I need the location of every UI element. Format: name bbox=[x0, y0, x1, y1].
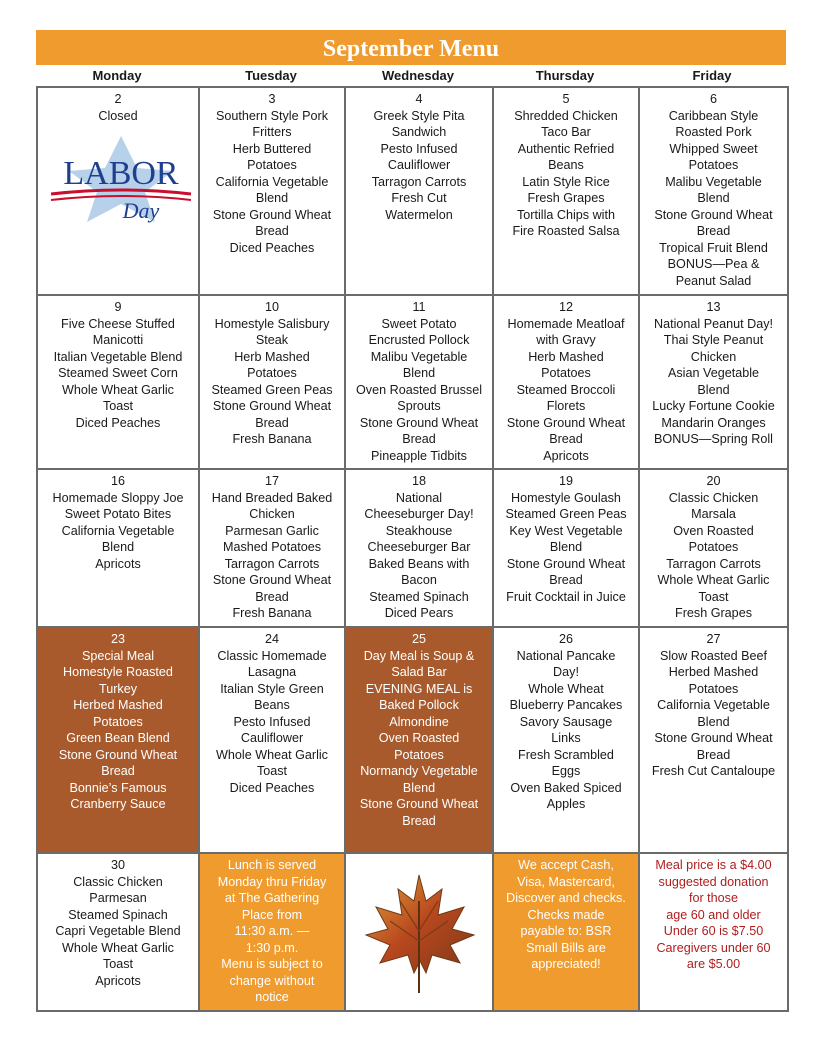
menu-item: Greek Style Pita Sandwich bbox=[373, 108, 465, 139]
day-cell bbox=[493, 469, 639, 627]
menu-item: Stone Ground Wheat Bread bbox=[212, 399, 332, 430]
day-thursday: Thursday bbox=[535, 68, 595, 83]
menu-item: Fresh Banana bbox=[232, 606, 312, 620]
menu-item: Diced Peaches bbox=[229, 780, 315, 795]
menu-item: Tortilla Chips with Fire Roasted Salsa bbox=[512, 207, 620, 238]
day-number: 11 bbox=[412, 300, 426, 314]
day-number: 3 bbox=[268, 92, 276, 106]
day-cell bbox=[639, 627, 788, 853]
day-friday: Friday bbox=[692, 68, 732, 83]
menu-item: Homestyle Roasted Turkey bbox=[63, 665, 173, 696]
menu-item: Classic Chicken Parmesan bbox=[73, 874, 163, 905]
menu-item: Apricots bbox=[543, 448, 589, 463]
menu-item: Malibu Vegetable Blend bbox=[665, 174, 762, 205]
menu-item: Pineapple Tidbits bbox=[371, 448, 467, 463]
menu-item: Fresh Grapes bbox=[527, 191, 605, 205]
day-cell bbox=[493, 295, 639, 469]
day-cell bbox=[639, 87, 788, 295]
menu-item: Homestyle Salisbury Steak bbox=[214, 316, 330, 347]
menu-item: Whole Wheat Garlic Toast bbox=[216, 747, 328, 778]
menu-item: Fresh Cut Cantaloupe bbox=[651, 764, 776, 778]
menu-item: Malibu Vegetable Blend bbox=[370, 349, 468, 380]
menu-item: Fresh Scrambled Eggs bbox=[518, 747, 614, 778]
payment-info-cell bbox=[493, 853, 639, 1011]
menu-item: Tropical Fruit Blend bbox=[659, 240, 768, 255]
menu-item: Sweet Potato Bites bbox=[64, 507, 172, 521]
menu-item: Steakhouse Cheeseburger Bar bbox=[367, 523, 471, 554]
menu-item: Herb Buttered Potatoes bbox=[232, 141, 312, 172]
menu-item: Stone Ground Wheat Bread bbox=[359, 415, 479, 446]
day-number: 5 bbox=[562, 92, 570, 106]
week-row bbox=[37, 627, 788, 853]
day-number: 23 bbox=[110, 632, 125, 646]
day-number: 25 bbox=[411, 632, 426, 646]
day-monday: Monday bbox=[92, 68, 142, 83]
leaf-cell bbox=[345, 853, 493, 1011]
info-text: Under 60 is $7.50 Caregivers under 60 are $5.00 bbox=[656, 924, 771, 971]
menu-item: Oven Roasted Brussel Sprouts bbox=[356, 382, 482, 413]
day-number: 2 bbox=[114, 92, 122, 106]
info-text: We accept Cash, Visa, Mastercard, Discover and checks. Checks made payable to: BSR bbox=[506, 858, 626, 938]
menu-item: Stone Ground Wheat Bread bbox=[654, 731, 773, 762]
weekday-header bbox=[36, 66, 786, 86]
day-number: 26 bbox=[558, 632, 573, 646]
menu-item: Steamed Green Peas bbox=[211, 382, 333, 397]
menu-item: Herbed Mashed Potatoes bbox=[73, 698, 163, 729]
menu-item: Hand Breaded Baked Chicken bbox=[211, 490, 333, 521]
menu-item: Whole Wheat Garlic Toast bbox=[62, 382, 174, 413]
menu-item: Tarragon Carrots bbox=[666, 556, 761, 571]
menu-item: National Peanut Day! bbox=[653, 316, 773, 331]
menu-item: Stone Ground Wheat Bread bbox=[506, 415, 626, 446]
price-info-cell bbox=[639, 853, 788, 1011]
menu-item: Stone Ground Wheat Bread bbox=[58, 747, 178, 778]
menu-item: Whipped Sweet Potatoes bbox=[669, 141, 758, 172]
menu-item: Steamed Broccoli Florets bbox=[516, 382, 616, 413]
week-row bbox=[37, 87, 788, 295]
day-cell bbox=[199, 295, 345, 469]
menu-item: Steamed Spinach bbox=[369, 589, 469, 604]
menu-item: BONUS—Pea & Peanut Salad bbox=[667, 257, 760, 288]
day-number: 10 bbox=[264, 300, 279, 314]
day-wednesday: Wednesday bbox=[381, 68, 454, 83]
menu-item: Stone Ground Wheat Bread bbox=[212, 573, 332, 604]
day-number: 12 bbox=[558, 300, 573, 314]
menu-item: Capri Vegetable Blend bbox=[55, 924, 181, 938]
info-text: Menu is subject to change without notice bbox=[221, 957, 323, 1004]
day-cell bbox=[199, 627, 345, 853]
day-number: 9 bbox=[114, 300, 122, 314]
menu-item: Whole Wheat Blueberry Pancakes bbox=[509, 681, 623, 712]
labor-word: LABOR bbox=[63, 155, 179, 192]
menu-item: Fresh Grapes bbox=[675, 606, 752, 620]
info-text: Small Bills are appreciated! bbox=[526, 940, 606, 971]
day-cell bbox=[199, 87, 345, 295]
day-number: 6 bbox=[709, 92, 717, 106]
menu-item: California Vegetable Blend bbox=[215, 174, 329, 205]
menu-item: Shredded Chicken Taco Bar bbox=[514, 108, 618, 139]
week-row bbox=[37, 295, 788, 469]
lunch-info-cell bbox=[199, 853, 345, 1011]
day-number: 24 bbox=[264, 632, 279, 646]
day-cell bbox=[199, 469, 345, 627]
menu-item: Baked Beans with Bacon bbox=[368, 556, 470, 587]
menu-item: Classic Chicken Marsala bbox=[668, 490, 759, 521]
menu-item: California Vegetable Blend bbox=[657, 698, 770, 729]
day-cell bbox=[639, 469, 788, 627]
soup-salad-cell bbox=[345, 627, 493, 853]
menu-item: Pesto Infused Cauliflower bbox=[380, 141, 458, 172]
menu-item: Steamed Green Peas bbox=[505, 507, 627, 521]
menu-item: Thai Style Peanut Chicken bbox=[663, 333, 764, 364]
day-cell bbox=[37, 469, 199, 627]
menu-item: National Pancake Day! bbox=[516, 648, 616, 679]
menu-item: Homestyle Goulash bbox=[511, 490, 621, 505]
menu-item: National Cheeseburger Day! bbox=[364, 490, 474, 521]
info-text: Lunch is served Monday thru Friday at The Gathering Place from 11:30 a.m. — 1:30 p.m. bbox=[217, 858, 327, 955]
day-number: 17 bbox=[264, 474, 279, 488]
menu-item: Stone Ground Wheat Bread bbox=[359, 797, 479, 828]
menu-item: Homemade Meatloaf with Gravy bbox=[507, 316, 625, 347]
day-number: 19 bbox=[558, 474, 573, 488]
day-number: 30 bbox=[110, 858, 125, 872]
day-number: 18 bbox=[411, 474, 426, 488]
week-row bbox=[37, 469, 788, 627]
menu-item: Fruit Cocktail in Juice bbox=[506, 589, 626, 604]
menu-item: Oven Roasted Potatoes bbox=[673, 523, 754, 554]
day-number: 16 bbox=[110, 474, 125, 488]
day-number: 20 bbox=[706, 474, 721, 488]
menu-item: Diced Peaches bbox=[75, 415, 161, 430]
menu-item: Caribbean Style Roasted Pork bbox=[668, 108, 759, 139]
menu-item: Green Bean Blend bbox=[66, 731, 170, 745]
menu-item: Italian Vegetable Blend bbox=[53, 349, 183, 364]
menu-item: EVENING MEAL is Baked Pollock Almondine bbox=[365, 681, 473, 729]
menu-item: Closed bbox=[98, 108, 138, 123]
menu-item: Diced Peaches bbox=[229, 240, 315, 255]
menu-item: Oven Roasted Potatoes bbox=[378, 731, 460, 762]
menu-item: Savory Sausage Links bbox=[519, 714, 613, 745]
day-cell bbox=[37, 87, 199, 295]
menu-title: September Menu bbox=[36, 30, 786, 65]
menu-item: Italian Style Green Beans bbox=[220, 681, 324, 712]
menu-item: Herb Mashed Potatoes bbox=[234, 349, 310, 380]
menu-item: Bonnie’s Famous Cranberry Sauce bbox=[69, 780, 167, 811]
menu-item: Steamed Sweet Corn bbox=[58, 366, 178, 380]
day-cell bbox=[345, 295, 493, 469]
day-number: 27 bbox=[706, 632, 721, 646]
menu-item: Tarragon Carrots bbox=[224, 556, 320, 571]
day-number: 4 bbox=[415, 92, 423, 106]
menu-item: Mandarin Oranges bbox=[661, 415, 766, 430]
menu-item: Day Meal is Soup & Salad Bar bbox=[363, 648, 475, 679]
menu-item: Herb Mashed Potatoes bbox=[528, 349, 604, 380]
menu-item: Fresh Banana bbox=[232, 432, 312, 446]
day-cell bbox=[37, 295, 199, 469]
day-cell bbox=[345, 469, 493, 627]
menu-item: Classic Homemade Lasagna bbox=[217, 648, 327, 679]
menu-item: California Vegetable Blend bbox=[61, 523, 175, 554]
menu-item: Slow Roasted Beef bbox=[659, 648, 768, 663]
menu-item: Steamed Spinach bbox=[68, 907, 168, 922]
menu-item: Southern Style Pork Fritters bbox=[215, 108, 328, 139]
menu-item: Key West Vegetable Blend bbox=[509, 523, 623, 554]
menu-item: BONUS—Spring Roll bbox=[654, 432, 773, 446]
menu-item: Asian Vegetable Blend bbox=[667, 366, 760, 397]
menu-item: Oven Baked Spiced Apples bbox=[510, 780, 622, 811]
menu-calendar bbox=[36, 86, 789, 1012]
day-word: Day bbox=[122, 198, 160, 223]
menu-item: Whole Wheat Garlic Toast bbox=[62, 940, 174, 971]
menu-item: Homemade Sloppy Joe bbox=[52, 490, 184, 505]
day-cell bbox=[493, 627, 639, 853]
menu-item: Apricots bbox=[95, 973, 141, 988]
menu-item: Fresh Cut Watermelon bbox=[385, 191, 453, 222]
menu-item: Whole Wheat Garlic Toast bbox=[657, 573, 770, 604]
info-text: Meal price is a $4.00 suggested donation for those age 60 and older bbox=[655, 858, 772, 922]
menu-item: Parmesan Garlic Mashed Potatoes bbox=[222, 523, 321, 554]
menu-item: Stone Ground Wheat Bread bbox=[506, 556, 626, 587]
menu-item: Pesto Infused Cauliflower bbox=[233, 714, 311, 745]
menu-item: Diced Pears bbox=[384, 606, 454, 620]
menu-item: Stone Ground Wheat Bread bbox=[212, 207, 332, 238]
day-number: 13 bbox=[706, 300, 721, 314]
day-cell bbox=[345, 87, 493, 295]
menu-item: Normandy Vegetable Blend bbox=[360, 764, 478, 795]
labor-day-logo bbox=[41, 134, 199, 224]
menu-item: Sweet Potato Encrusted Pollock bbox=[368, 316, 470, 347]
menu-item: Stone Ground Wheat Bread bbox=[654, 207, 773, 238]
menu-item: Authentic Refried Beans bbox=[517, 141, 615, 172]
special-meal-cell bbox=[37, 627, 199, 853]
autumn-leaf-image bbox=[360, 871, 478, 996]
day-cell bbox=[37, 853, 199, 1011]
menu-item: Tarragon Carrots bbox=[371, 174, 467, 189]
day-tuesday: Tuesday bbox=[245, 68, 297, 83]
menu-item: Lucky Fortune Cookie bbox=[652, 399, 775, 413]
week-row bbox=[37, 853, 788, 1011]
menu-item: Latin Style Rice bbox=[522, 174, 610, 189]
day-cell bbox=[493, 87, 639, 295]
menu-item: Herbed Mashed Potatoes bbox=[668, 665, 759, 696]
menu-item: Special Meal bbox=[81, 648, 155, 663]
menu-item: Apricots bbox=[95, 556, 141, 571]
menu-item: Five Cheese Stuffed Manicotti bbox=[61, 316, 175, 347]
day-cell bbox=[639, 295, 788, 469]
